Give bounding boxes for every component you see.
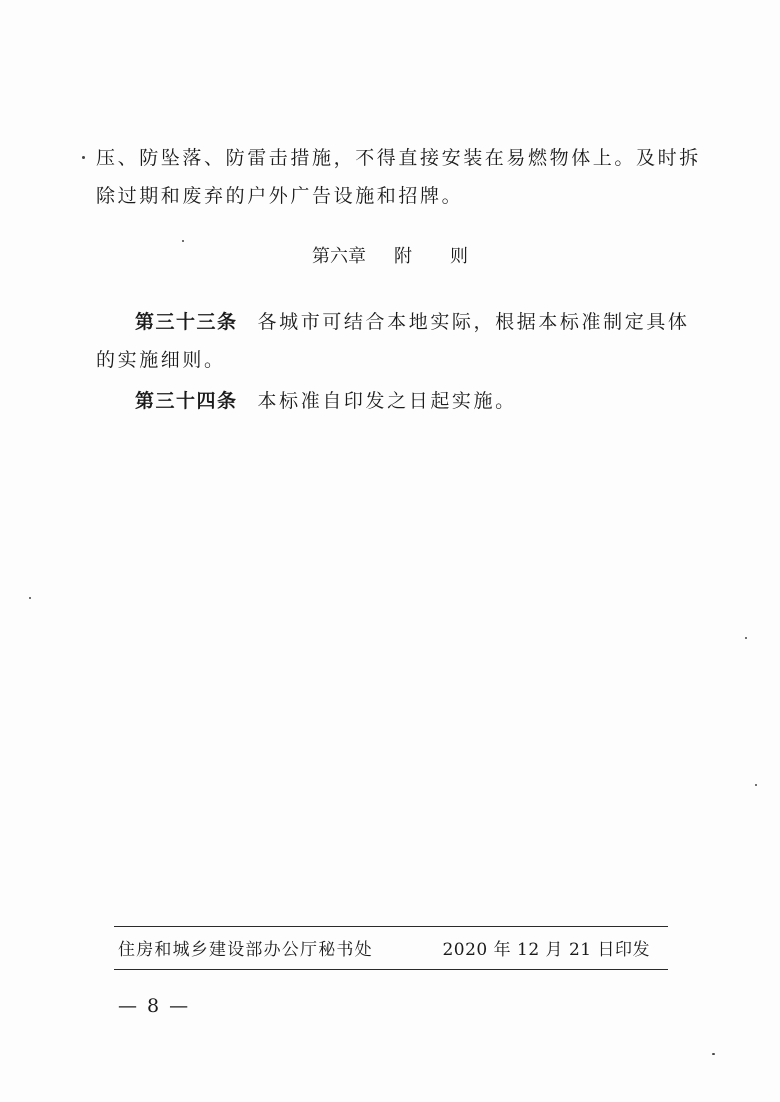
article-text: 本标准自印发之日起实施。: [257, 390, 517, 412]
issuer-name: 住房和城乡建设部办公厅秘书处: [118, 940, 373, 960]
article-label: 第三十三条: [135, 311, 238, 333]
scan-speck: [29, 597, 31, 599]
chapter-number: 第六章: [312, 246, 366, 267]
article-text: 各城市可结合本地实际，根据本标准制定具体: [257, 311, 690, 333]
chapter-title-char: 则: [450, 246, 468, 267]
scan-speck: [712, 1053, 715, 1055]
issue-date: 2020 年 12 月 21 日印发: [442, 940, 650, 960]
body-text-line: 除过期和废弃的户外广告设施和招牌。: [96, 185, 464, 207]
body-text-line: 压、防坠落、防雷击措施，不得直接安装在易燃物体上。及时拆: [96, 147, 701, 169]
article-33: [135, 310, 690, 334]
chapter-title-char: 附: [394, 246, 412, 267]
article-label: 第三十四条: [135, 390, 238, 412]
scan-speck: [182, 240, 184, 242]
chapter-heading: [0, 245, 780, 269]
scan-speck: [745, 637, 747, 639]
footer-rule-top: [114, 926, 668, 927]
scan-speck: [82, 156, 85, 159]
footer-rule-bottom: [114, 969, 668, 970]
page-number: — 8 —: [118, 995, 191, 1017]
article-34: [135, 389, 517, 413]
article-text-continuation: 的实施细则。: [96, 349, 226, 371]
scan-speck: [755, 784, 757, 786]
